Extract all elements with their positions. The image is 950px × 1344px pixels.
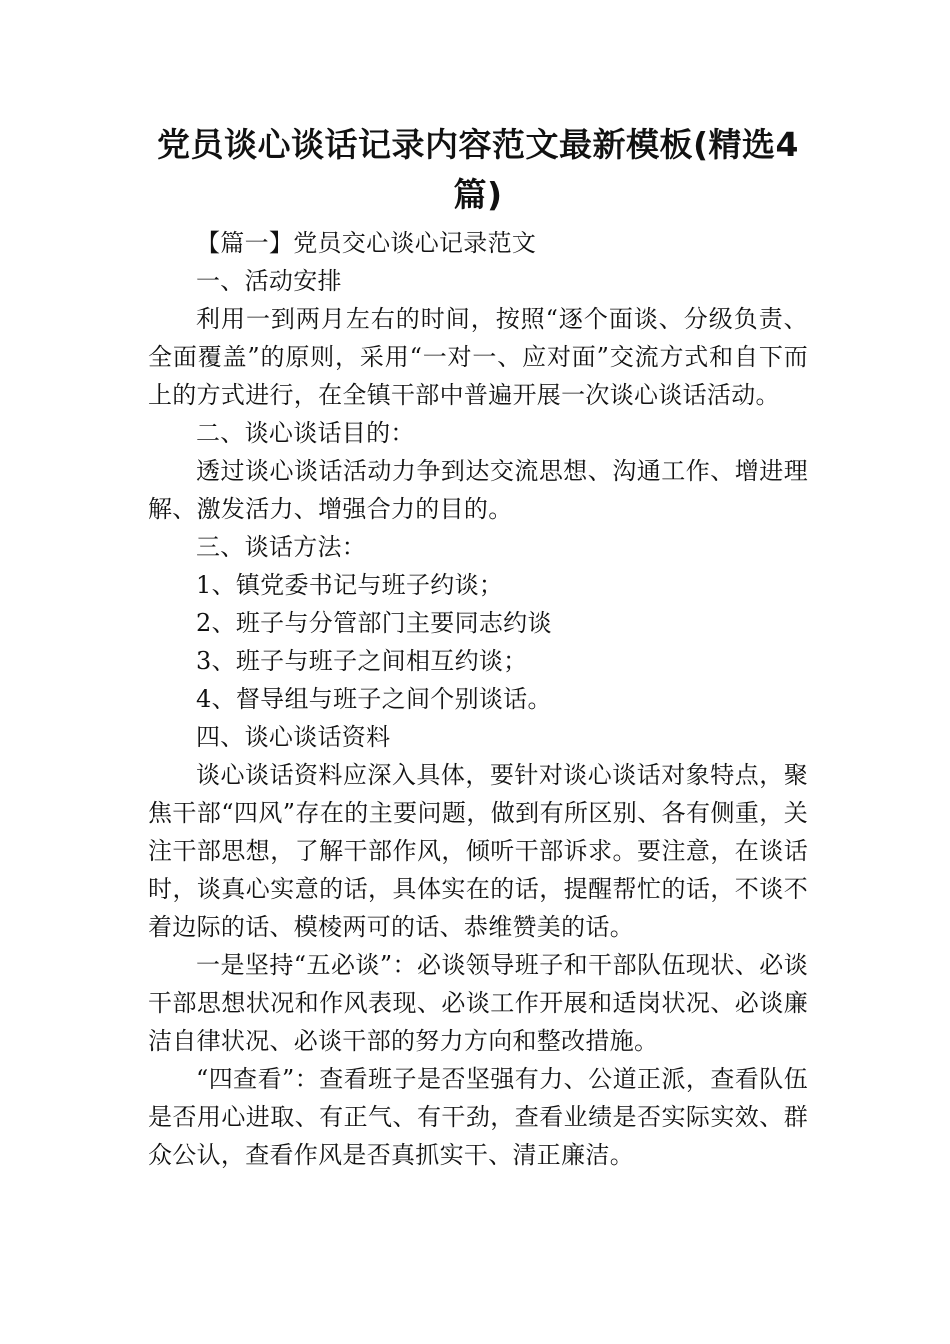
subheading: 二、谈心谈话目的： xyxy=(196,419,415,447)
list-item: 2、班子与分管部门主要同志约谈 xyxy=(196,609,552,637)
subheading: 三、谈话方法： xyxy=(196,533,367,561)
list-item: 4、督导组与班子之间个别谈话。 xyxy=(196,685,552,713)
list-item: 3、班子与班子之间相互约谈； xyxy=(196,647,528,675)
paragraph: 谈心谈话资料应深入具体，要针对谈心谈话对象特点，聚焦干部“四风”存在的主要问题，做到有所区别、各有侧重，关注干部思想，了解干部作风，倾听干部诉求。要注意，在谈话时，谈真心实意的话，具体实在的话，提醒帮忙的话，不谈不着边际的话、模棱两可的话、恭维赞美的话。 xyxy=(148,761,808,941)
subheading: 四、谈心谈话资料 xyxy=(196,723,391,751)
subheading: 一、活动安排 xyxy=(196,267,342,295)
paragraph: 利用一到两月左右的时间，按照“逐个面谈、分级负责、全面覆盖”的原则，采用“一对一、应对面”交流方式和自下而上的方式进行，在全镇干部中普遍开展一次谈心谈话活动。 xyxy=(148,305,808,409)
document-title: 党员谈心谈话记录内容范文最新模板(精选4篇) xyxy=(156,125,800,214)
section-heading: 【篇一】党员交心谈心记录范文 xyxy=(196,229,537,257)
paragraph: 透过谈心谈话活动力争到达交流思想、沟通工作、增进理解、激发活力、增强合力的目的。 xyxy=(148,457,808,523)
list-item: 1、镇党委书记与班子约谈； xyxy=(196,571,504,599)
document-page xyxy=(148,120,808,1174)
document-body xyxy=(148,224,808,1174)
paragraph: “四查看”：查看班子是否坚强有力、公道正派，查看队伍是否用心进取、有正气、有干劲，查看业绩是否实际实效、群众公认，查看作风是否真抓实干、清正廉洁。 xyxy=(148,1065,808,1169)
paragraph: 一是坚持“五必谈”：必谈领导班子和干部队伍现状、必谈干部思想状况和作风表现、必谈工作开展和适岗状况、必谈廉洁自律状况、必谈干部的努力方向和整改措施。 xyxy=(148,951,808,1055)
